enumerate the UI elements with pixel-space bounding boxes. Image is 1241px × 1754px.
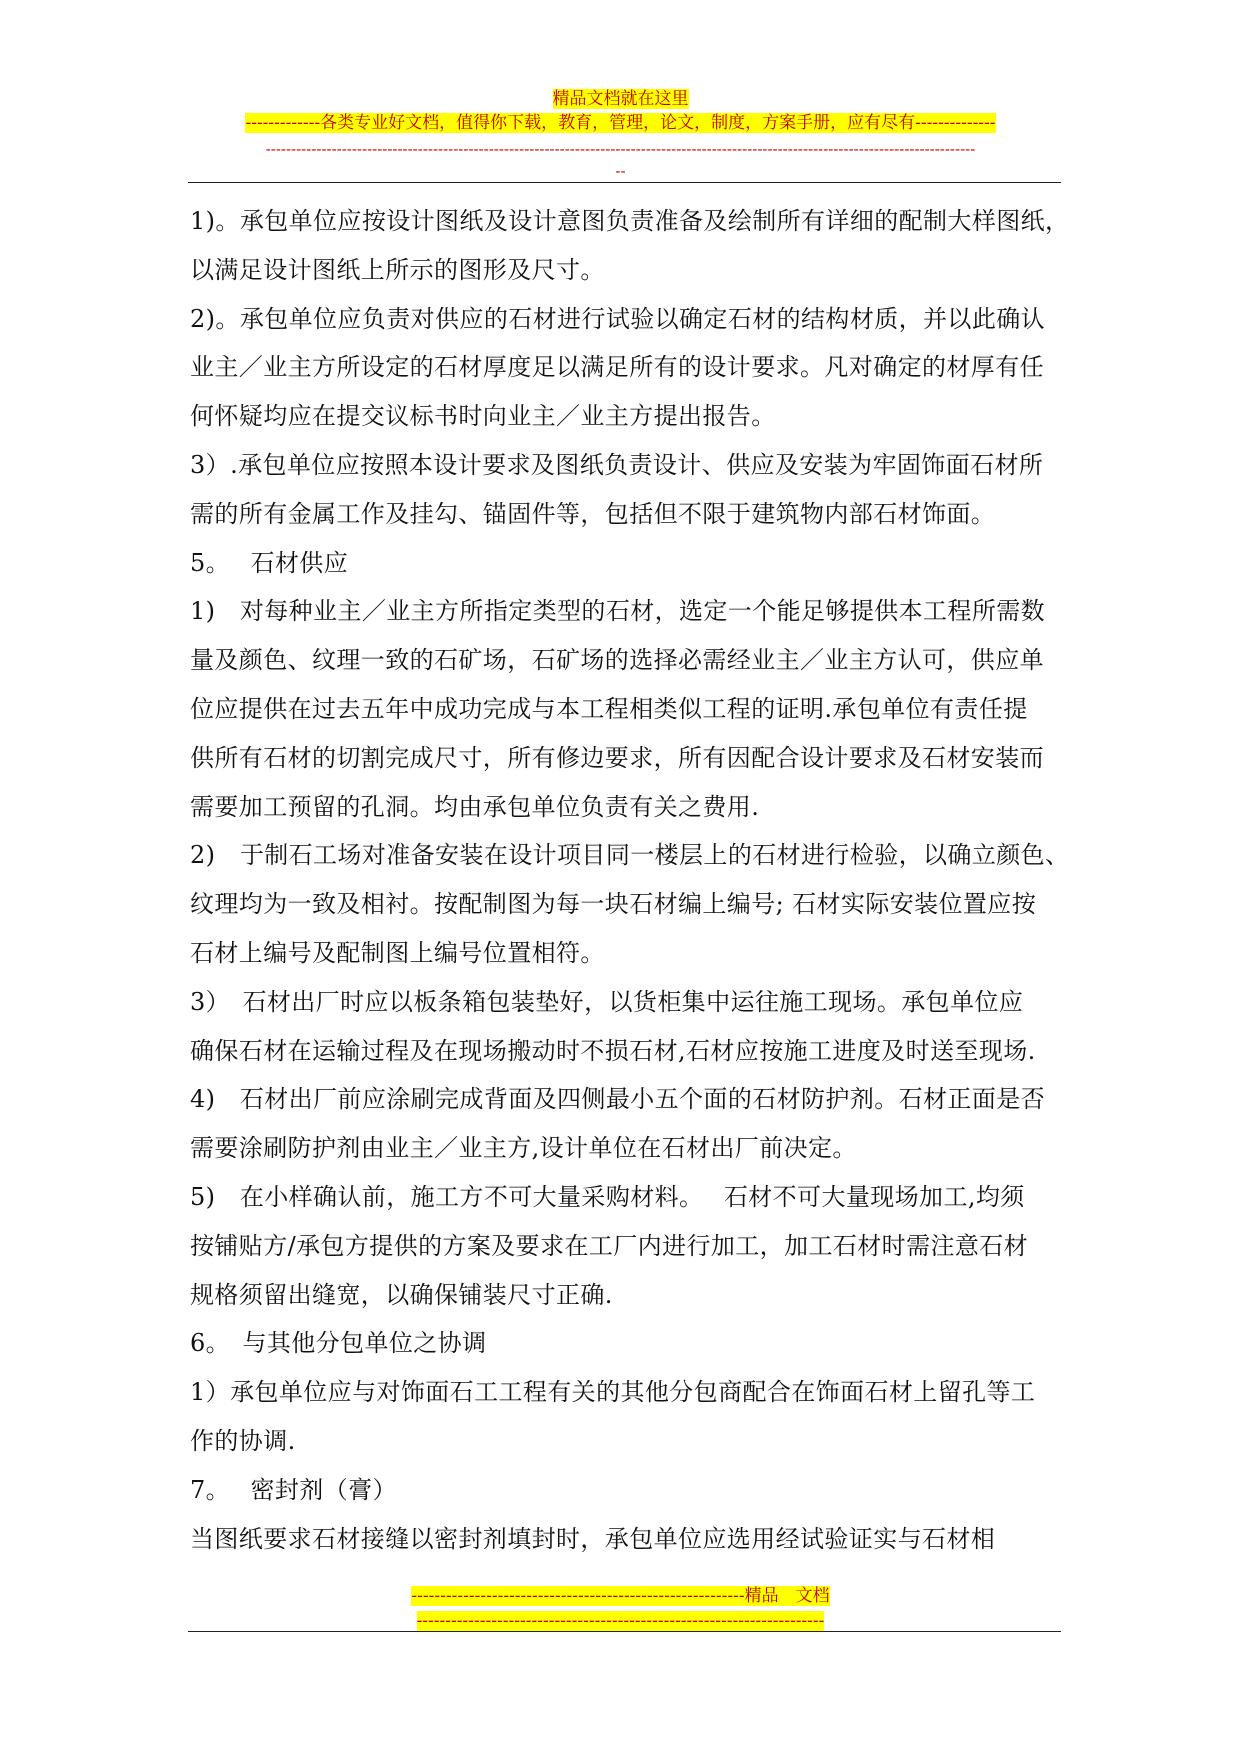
footer-dashes: ----------------------------------------------------------------------- [416, 1611, 825, 1631]
body-line: 5) 在小样确认前，施工方不可大量采购材料。 石材不可大量现场加工,均须 [190, 1182, 1025, 1211]
body-line: 1）承包单位应与对饰面石工工程有关的其他分包商配合在饰面石材上留孔等工 [190, 1378, 1036, 1407]
body-line: 3）.承包单位应按照本设计要求及图纸负责设计、供应及安装为牢固饰面石材所 [190, 450, 1044, 479]
body-line: 6。 与其他分包单位之协调 [190, 1329, 487, 1358]
body-line: 规格须留出缝宽，以确保铺装尺寸正确. [190, 1280, 613, 1309]
body-line: 需的所有金属工作及挂勾、锚固件等，包括但不限于建筑物内部石材饰面。 [190, 499, 996, 528]
body-line: 需要加工预留的孔洞。均由承包单位负责有关之费用. [190, 792, 760, 821]
body-line: 当图纸要求石材接缝以密封剂填封时，承包单位应选用经试验证实与石材相 [190, 1524, 996, 1553]
body-line: 业主／业主方所设定的石材厚度足以满足所有的设计要求。凡对确定的材厚有任 [190, 353, 1044, 382]
footer-row-2 [0, 1610, 1241, 1632]
body-line: 作的协调. [190, 1426, 296, 1455]
footer-divider [188, 1631, 1061, 1632]
body-line: 石材上编号及配制图上编号位置相符。 [190, 938, 605, 967]
header-dashes-1: -------------------------------------------------------------------------------------------------------------------------------------------- [265, 140, 976, 158]
body-line: 何怀疑均应在提交议标书时向业主／业主方提出报告。 [190, 402, 776, 431]
header-tagline-row [0, 112, 1241, 134]
header-tagline: -------------各类专业好文档，值得你下载，教育，管理，论文，制度，方案手册，应有尽有-------------- [245, 113, 996, 133]
body-line: 纹理均为一致及相衬。按配制图为每一块石材编上编号; 石材实际安装位置应按 [190, 890, 1037, 919]
header-divider [188, 182, 1061, 183]
header-title: 精品文档就在这里 [552, 89, 689, 109]
body-line: 4) 石材出厂前应涂刷完成背面及四侧最小五个面的石材防护剂。石材正面是否 [190, 1085, 1046, 1114]
header-dashes-2: -- [615, 162, 626, 180]
document-body [190, 197, 1070, 1563]
body-line: 2)。承包单位应负责对供应的石材进行试验以确定石材的结构材质，并以此确认 [190, 304, 1046, 333]
body-line: 以满足设计图纸上所示的图形及尺寸。 [190, 255, 605, 284]
body-line: 需要涂刷防护剂由业主／业主方,设计单位在石材出厂前决定。 [190, 1134, 857, 1163]
body-line: 3） 石材出厂时应以板条箱包装垫好，以货柜集中运往施工现场。承包单位应 [190, 987, 1024, 1016]
body-line: 量及颜色、纹理一致的石矿场，石矿场的选择必需经业主／业主方认可，供应单 [190, 646, 1044, 675]
body-line: 1)。承包单位应按设计图纸及设计意图负责准备及绘制所有详细的配制大样图纸， [190, 207, 1070, 235]
body-line: 2) 于制石工场对准备安装在设计项目同一楼层上的石材进行检验，以确立颜色、 [190, 841, 1070, 870]
body-line: 确保石材在运输过程及在现场搬动时不损石材,石材应按施工进度及时送至现场. [190, 1036, 1036, 1065]
footer-row-1 [0, 1585, 1241, 1607]
body-line: 位应提供在过去五年中成功完成与本工程相类似工程的证明.承包单位有责任提 [190, 694, 1028, 723]
body-line: 供所有石材的切割完成尺寸，所有修边要求，所有因配合设计要求及石材安装而 [190, 743, 1044, 772]
body-line: 按铺贴方/承包方提供的方案及要求在工厂内进行加工，加工石材时需注意石材 [190, 1231, 1029, 1260]
body-line: 7。 密封剂（膏） [190, 1475, 397, 1504]
header-title-row [0, 88, 1241, 110]
footer-label: ----------------------------------------------------------精品 文档 [411, 1586, 830, 1606]
body-line: 5。 石材供应 [190, 548, 349, 577]
body-line: 1) 对每种业主／业主方所指定类型的石材，选定一个能足够提供本工程所需数 [190, 597, 1046, 626]
